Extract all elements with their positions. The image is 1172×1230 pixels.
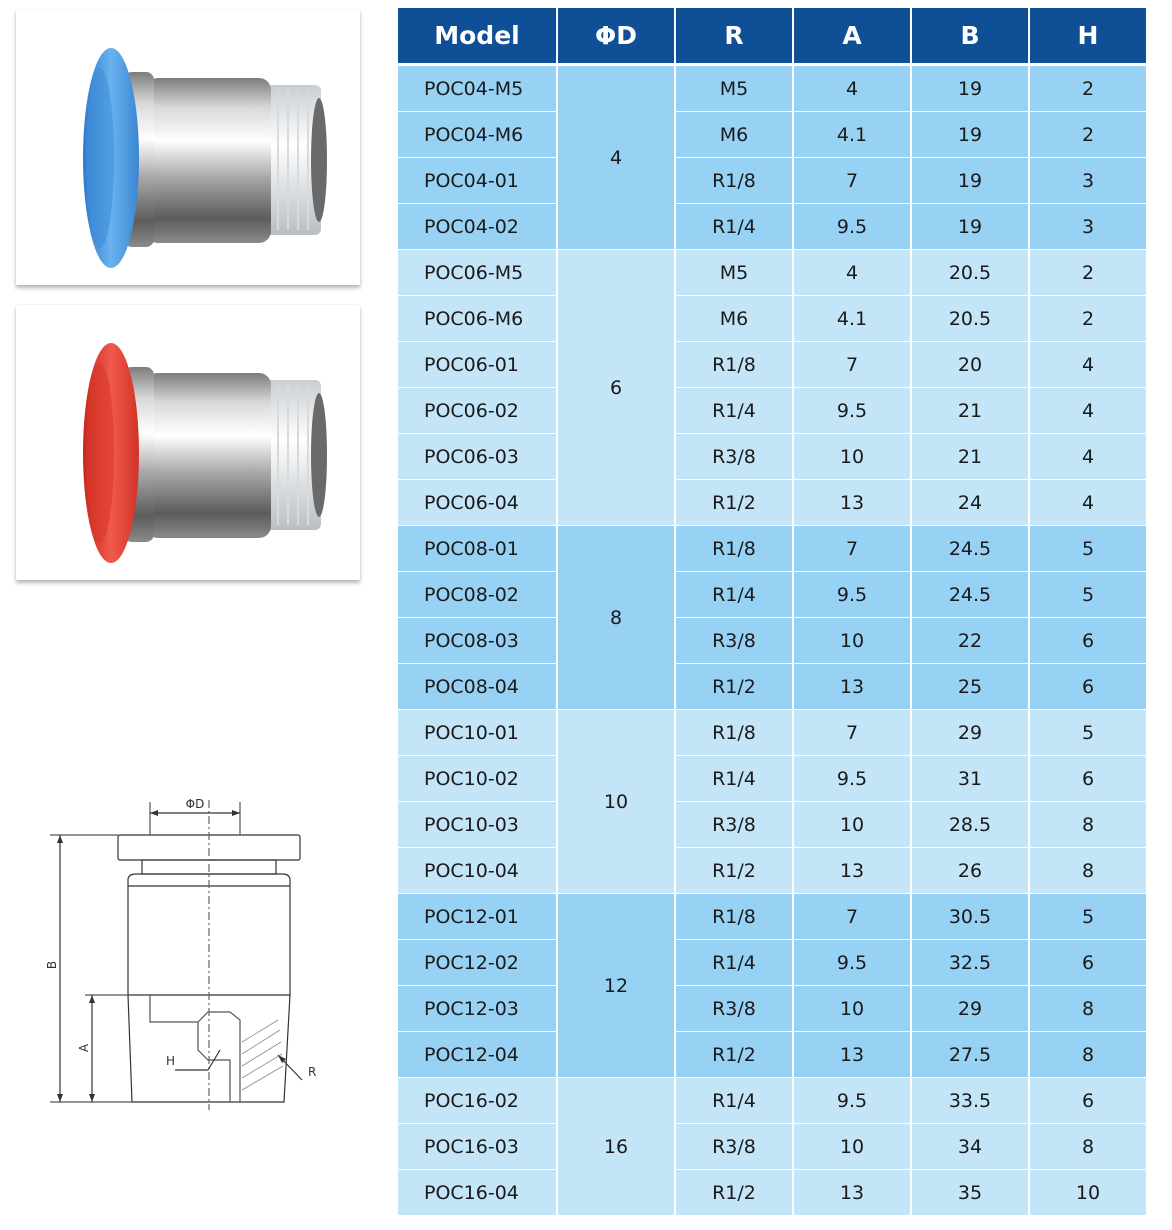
cell-a: 7 (794, 894, 912, 940)
table-row (398, 710, 1146, 756)
cell-model: POC04-M5 (398, 66, 558, 112)
cell-r: R3/8 (676, 802, 794, 848)
cell-r: R3/8 (676, 1124, 794, 1170)
table-row (398, 342, 1146, 388)
cell-a: 10 (794, 618, 912, 664)
cell-r: M5 (676, 66, 794, 112)
cell-model: POC16-04 (398, 1170, 558, 1216)
cell-h: 6 (1030, 940, 1146, 986)
cell-r: R1/4 (676, 1078, 794, 1124)
cell-b: 29 (912, 986, 1030, 1032)
cell-b: 24 (912, 480, 1030, 526)
cell-model: POC06-03 (398, 434, 558, 480)
cell-r: R1/8 (676, 710, 794, 756)
metal-body (146, 373, 271, 538)
cell-h: 8 (1030, 848, 1146, 894)
cell-b: 19 (912, 66, 1030, 112)
cell-a: 13 (794, 848, 912, 894)
header-h: H (1030, 8, 1146, 66)
header-d: ΦD (558, 8, 676, 66)
cell-model: POC10-01 (398, 710, 558, 756)
cell-a: 4 (794, 66, 912, 112)
fitting-illustration-blue (16, 10, 360, 285)
cell-b: 20.5 (912, 250, 1030, 296)
cell-a: 10 (794, 802, 912, 848)
cell-b: 24.5 (912, 572, 1030, 618)
product-photo-red-cap (16, 305, 360, 580)
cell-h: 8 (1030, 1032, 1146, 1078)
table-row (398, 1124, 1146, 1170)
label-b: B (45, 960, 59, 970)
cell-d: 6 (558, 250, 676, 526)
metal-body (146, 78, 271, 243)
cell-b: 20.5 (912, 296, 1030, 342)
cell-h: 5 (1030, 572, 1146, 618)
cell-b: 33.5 (912, 1078, 1030, 1124)
cell-model: POC04-02 (398, 204, 558, 250)
cell-r: R1/2 (676, 848, 794, 894)
table-row (398, 112, 1146, 158)
product-photo-blue-cap (16, 10, 360, 285)
cell-h: 5 (1030, 894, 1146, 940)
table-row (398, 618, 1146, 664)
cell-r: M6 (676, 112, 794, 158)
table-row (398, 572, 1146, 618)
table-row (398, 986, 1146, 1032)
cell-b: 27.5 (912, 1032, 1030, 1078)
cell-r: R1/2 (676, 1032, 794, 1078)
cell-r: R1/8 (676, 894, 794, 940)
cell-model: POC10-04 (398, 848, 558, 894)
cell-b: 28.5 (912, 802, 1030, 848)
fitting-cross-section (30, 780, 350, 1120)
cell-h: 10 (1030, 1170, 1146, 1216)
cell-model: POC06-01 (398, 342, 558, 388)
cell-a: 9.5 (794, 940, 912, 986)
cell-d: 8 (558, 526, 676, 710)
cell-model: POC12-02 (398, 940, 558, 986)
cell-h: 8 (1030, 802, 1146, 848)
cell-r: R3/8 (676, 434, 794, 480)
cell-h: 4 (1030, 388, 1146, 434)
cell-model: POC06-M5 (398, 250, 558, 296)
cell-a: 4.1 (794, 112, 912, 158)
cell-h: 6 (1030, 1078, 1146, 1124)
cell-b: 25 (912, 664, 1030, 710)
cell-r: R1/8 (676, 342, 794, 388)
cell-h: 5 (1030, 710, 1146, 756)
cell-d: 4 (558, 66, 676, 250)
cell-b: 19 (912, 112, 1030, 158)
cell-h: 8 (1030, 1124, 1146, 1170)
cell-b: 32.5 (912, 940, 1030, 986)
cell-h: 4 (1030, 480, 1146, 526)
cell-a: 9.5 (794, 572, 912, 618)
cell-h: 2 (1030, 296, 1146, 342)
table-row (398, 1170, 1146, 1216)
table-row (398, 204, 1146, 250)
cell-r: R3/8 (676, 986, 794, 1032)
cell-a: 13 (794, 664, 912, 710)
cell-model: POC12-03 (398, 986, 558, 1032)
cell-model: POC06-M6 (398, 296, 558, 342)
cell-r: R1/4 (676, 204, 794, 250)
label-d: ΦD (185, 797, 205, 811)
cell-d: 10 (558, 710, 676, 894)
dimension-drawing (30, 780, 350, 1120)
cell-b: 31 (912, 756, 1030, 802)
cell-model: POC08-03 (398, 618, 558, 664)
cell-b: 21 (912, 388, 1030, 434)
cell-h: 2 (1030, 250, 1146, 296)
table-header-row (398, 8, 1146, 66)
cell-model: POC12-04 (398, 1032, 558, 1078)
table-row (398, 848, 1146, 894)
cell-r: R1/4 (676, 572, 794, 618)
cell-a: 13 (794, 1170, 912, 1216)
cell-r: R1/2 (676, 480, 794, 526)
header-r: R (676, 8, 794, 66)
cell-r: R1/4 (676, 756, 794, 802)
cell-h: 2 (1030, 66, 1146, 112)
cell-h: 6 (1030, 664, 1146, 710)
cell-r: R1/4 (676, 940, 794, 986)
cell-b: 19 (912, 158, 1030, 204)
cell-model: POC08-04 (398, 664, 558, 710)
table-row (398, 1078, 1146, 1124)
table-row (398, 526, 1146, 572)
cell-a: 13 (794, 1032, 912, 1078)
cell-h: 6 (1030, 756, 1146, 802)
cell-b: 19 (912, 204, 1030, 250)
cell-h: 5 (1030, 526, 1146, 572)
cell-a: 10 (794, 986, 912, 1032)
cell-b: 34 (912, 1124, 1030, 1170)
cell-a: 10 (794, 1124, 912, 1170)
cell-d: 16 (558, 1078, 676, 1216)
cell-b: 21 (912, 434, 1030, 480)
cell-model: POC04-M6 (398, 112, 558, 158)
header-a: A (794, 8, 912, 66)
table-row (398, 940, 1146, 986)
cell-model: POC08-01 (398, 526, 558, 572)
cell-b: 29 (912, 710, 1030, 756)
header-b: B (912, 8, 1030, 66)
cell-d: 12 (558, 894, 676, 1078)
cell-a: 7 (794, 526, 912, 572)
cell-model: POC10-02 (398, 756, 558, 802)
cell-b: 20 (912, 342, 1030, 388)
cell-a: 4.1 (794, 296, 912, 342)
cell-r: R3/8 (676, 618, 794, 664)
cell-a: 7 (794, 710, 912, 756)
table-row (398, 434, 1146, 480)
cell-h: 8 (1030, 986, 1146, 1032)
table-row (398, 480, 1146, 526)
cell-a: 7 (794, 342, 912, 388)
header-model: Model (398, 8, 558, 66)
cell-r: R1/8 (676, 158, 794, 204)
cell-h: 2 (1030, 112, 1146, 158)
table-row (398, 1032, 1146, 1078)
thread-bore (311, 98, 327, 222)
cell-a: 9.5 (794, 388, 912, 434)
cell-r: R1/2 (676, 664, 794, 710)
cell-h: 6 (1030, 618, 1146, 664)
cell-b: 35 (912, 1170, 1030, 1216)
cell-model: POC08-02 (398, 572, 558, 618)
cell-h: 4 (1030, 434, 1146, 480)
label-a: A (77, 1043, 91, 1053)
table-row (398, 664, 1146, 710)
cell-model: POC12-01 (398, 894, 558, 940)
cell-a: 9.5 (794, 756, 912, 802)
cell-a: 9.5 (794, 1078, 912, 1124)
cell-model: POC16-03 (398, 1124, 558, 1170)
cell-model: POC16-02 (398, 1078, 558, 1124)
cell-r: M6 (676, 296, 794, 342)
cell-a: 9.5 (794, 204, 912, 250)
table-row (398, 756, 1146, 802)
cell-h: 3 (1030, 158, 1146, 204)
cell-a: 10 (794, 434, 912, 480)
cell-r: R1/4 (676, 388, 794, 434)
cell-model: POC06-02 (398, 388, 558, 434)
cell-r: R1/8 (676, 526, 794, 572)
table-row (398, 388, 1146, 434)
cell-b: 26 (912, 848, 1030, 894)
table-row (398, 894, 1146, 940)
cell-h: 4 (1030, 342, 1146, 388)
table-row (398, 158, 1146, 204)
cell-a: 13 (794, 480, 912, 526)
table-row (398, 250, 1146, 296)
cell-b: 22 (912, 618, 1030, 664)
fitting-illustration-red (16, 305, 360, 580)
cell-r: M5 (676, 250, 794, 296)
cell-a: 7 (794, 158, 912, 204)
cell-model: POC04-01 (398, 158, 558, 204)
cell-h: 3 (1030, 204, 1146, 250)
label-r: R (308, 1065, 317, 1079)
spec-table (398, 8, 1146, 1216)
cell-r: R1/2 (676, 1170, 794, 1216)
table-row (398, 66, 1146, 112)
thread-bore (311, 393, 327, 517)
cell-model: POC06-04 (398, 480, 558, 526)
cell-model: POC10-03 (398, 802, 558, 848)
cell-b: 30.5 (912, 894, 1030, 940)
cell-b: 24.5 (912, 526, 1030, 572)
cell-a: 4 (794, 250, 912, 296)
label-h: H (166, 1054, 176, 1068)
table-row (398, 296, 1146, 342)
table-row (398, 802, 1146, 848)
